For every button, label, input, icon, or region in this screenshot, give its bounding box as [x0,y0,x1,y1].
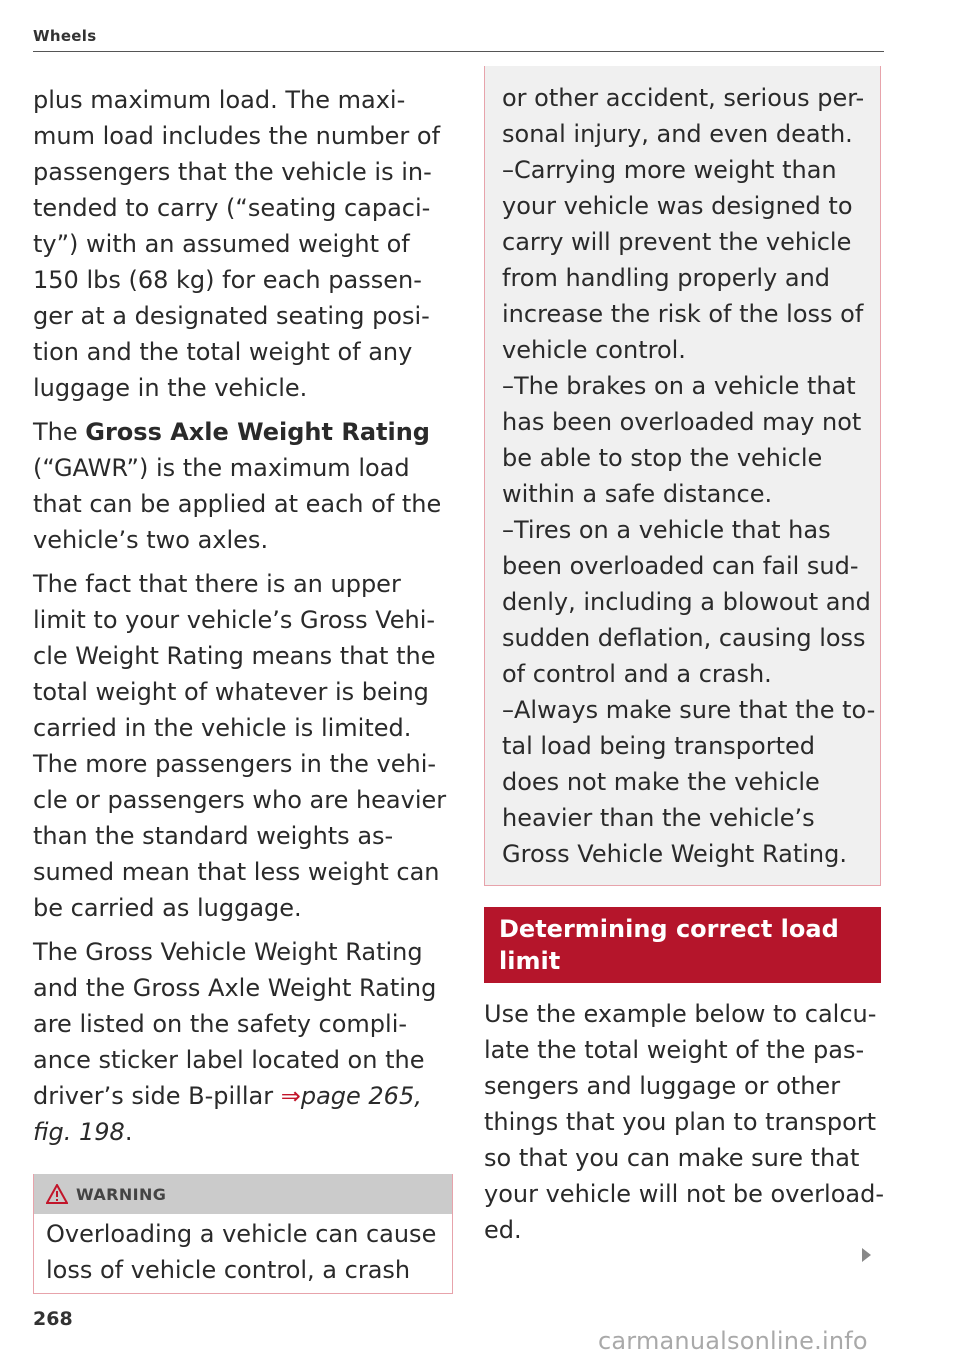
text-line: passengers that the vehicle is in- [33,158,432,186]
reference-arrow-icon: ⇒ [280,1082,301,1110]
text-line: sengers and luggage or other [484,1072,841,1100]
text-line: cle or passengers who are heavier [33,786,447,814]
page-number: 268 [33,1308,73,1330]
text-line: so that you can make sure that [484,1144,860,1172]
text-line: ance sticker label located on the [33,1046,425,1074]
text-line: carried in the vehicle is limited. [33,714,412,742]
text-line: loss of vehicle control, a crash [46,1256,411,1284]
text-line: or other accident, serious per- [502,84,865,112]
text-line: be able to stop the vehicle [502,444,823,472]
text-line: than the standard weights as- [33,822,394,850]
text-line: carry will prevent the vehicle [502,228,852,256]
text-line: cle Weight Rating means that the [33,642,436,670]
paragraph-max-load [33,82,458,406]
section-title-line: Determining correct load [499,915,839,943]
text-line: within a safe distance. [502,480,773,508]
text-line: are listed on the safety compli- [33,1010,408,1038]
paragraph-upper-limit [33,566,458,926]
text-line: The more passengers in the vehi- [33,750,437,778]
text-line [33,414,458,450]
text-run: . [124,1118,133,1146]
text-line: 150 lbs (68 kg) for each passen- [33,266,422,294]
section-body [484,996,884,1248]
text-line: sudden deflation, causing loss [502,624,866,652]
paragraph-gawr [33,414,458,558]
text-line: from handling properly and [502,264,831,292]
warning-label: WARNING [76,1184,167,1204]
text-line: Overloading a vehicle can cause [46,1220,437,1248]
page-reference-link[interactable]: page 265, [300,1082,422,1110]
text-line: does not make the vehicle [502,768,820,796]
text-line: heavier than the vehicle’s [502,804,815,832]
text-line: –Tires on a vehicle that has [502,516,831,544]
text-line: that can be applied at each of the [33,490,442,518]
text-line: vehicle control. [502,336,686,364]
text-line: ed. [484,1216,522,1244]
text-line: luggage in the vehicle. [33,374,308,402]
text-line: tion and the total weight of any [33,338,413,366]
text-line: sumed mean that less weight can [33,858,440,886]
text-line: –The brakes on a vehicle that [502,372,856,400]
text-line: your vehicle was designed to [502,192,853,220]
figure-reference-link[interactable]: fig. 198 [33,1118,125,1146]
warning-bullet [502,692,880,872]
text-line: –Always make sure that the to- [502,696,876,724]
text-line: increase the risk of the loss of [502,300,864,328]
text-line: total weight of whatever is being [33,678,429,706]
text-line: and the Gross Axle Weight Rating [33,974,437,1002]
text-line: tended to carry (“seating capaci- [33,194,431,222]
text-line: Use the example below to calcu- [484,1000,877,1028]
warning-continuation-box [484,66,881,886]
warning-continued-text [502,80,880,152]
text-line: denly, including a blowout and [502,588,871,616]
section-title-line: limit [499,947,561,975]
warning-body [34,1214,452,1288]
running-header: Wheels [33,27,97,45]
text-line [33,1114,458,1150]
text-line: tal load being transported [502,732,815,760]
text-run: driver’s side B-pillar [33,1082,281,1110]
text-line: of control and a crash. [502,660,772,688]
text-line: Gross Vehicle Weight Rating. [502,840,847,868]
text-line: late the total weight of the pas- [484,1036,865,1064]
watermark: carmanualsonline.info [598,1327,868,1355]
section-heading [484,907,881,983]
left-column [33,82,458,1150]
warning-header [34,1174,452,1214]
text-line: limit to your vehicle’s Gross Vehi- [33,606,436,634]
text-line: vehicle’s two axles. [33,526,269,554]
text-line: –Carrying more weight than [502,156,837,184]
header-rule [33,51,884,52]
term-gawr: Gross Axle Weight Rating [85,418,430,446]
text-run: The [33,418,86,446]
text-line: your vehicle will not be overload- [484,1180,884,1208]
text-line: been overloaded can fail sud- [502,552,859,580]
text-line: be carried as luggage. [33,894,302,922]
text-line: mum load includes the number of [33,122,441,150]
text-line: ger at a designated seating posi- [33,302,430,330]
text-line: plus maximum load. The maxi- [33,86,406,114]
continue-arrow-icon [862,1248,871,1262]
warning-bullet [502,512,880,692]
text-line: things that you plan to transport [484,1108,877,1136]
text-line [33,1078,458,1114]
warning-bullet [502,152,880,368]
text-line: ty”) with an assumed weight of [33,230,410,258]
paragraph-sticker-location [33,934,458,1150]
warning-box [33,1174,453,1294]
text-line: sonal injury, and even death. [502,120,853,148]
text-line: The fact that there is an upper [33,570,401,598]
warning-triangle-icon [46,1184,68,1204]
warning-bullet [502,368,880,512]
text-line: has been overloaded may not [502,408,862,436]
text-line: The Gross Vehicle Weight Rating [33,938,423,966]
text-line: (“GAWR”) is the maximum load [33,454,410,482]
